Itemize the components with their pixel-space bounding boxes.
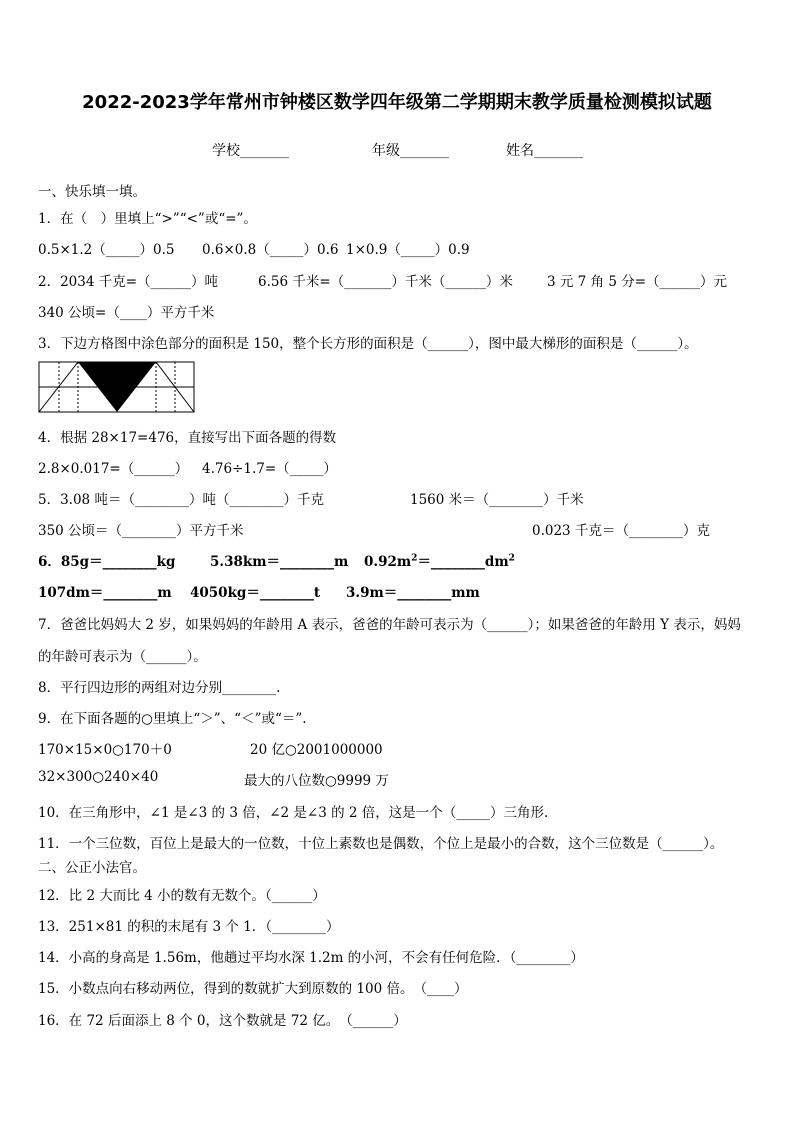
q2-line-2: 340 公顷=（____）平方千米 [38, 305, 215, 321]
question-1: 1．在（ ）里填上“>”“<”或“=”。 [38, 211, 257, 227]
question-3: 3．下边方格图中涂色部分的面积是 150，整个长方形的面积是（______），图中最大梯形的面积是（______）。 [38, 336, 698, 352]
q6-item-3: $0.92m^2=\_\_\_\_\_\_\_\_dm^2$ [364, 553, 515, 570]
q9-item-1: 170×15×0○170＋0 [38, 742, 172, 758]
question-11: 11．一个三位数，百位上是最大的一位数，十位上素数也是偶数，个位上是最小的合数，这个三位数是（______）。 [38, 836, 724, 852]
q6-item-6: 3.9m＝________mm [346, 585, 480, 601]
section-heading-1: 一、快乐填一填。 [38, 184, 146, 200]
q6-item-5: 4050kg＝________t [190, 585, 321, 601]
grid-trapezoid-figure [38, 361, 196, 415]
q2-item-2: 6.56 千米=（_______）千米（______）米 [258, 274, 513, 290]
question-9: 9．在下面各题的○里填上“＞”、“＜”或“＝”. [38, 711, 307, 727]
question-10: 10．在三角形中，∠1 是∠3 的 3 倍，∠2 是∠3 的 2 倍，这是一个（_____）三角形. [38, 805, 549, 821]
q9-item-3: 32×300○240×40 [38, 769, 159, 785]
question-4: 4．根据 28×17=476，直接写出下面各题的得数 [38, 430, 337, 446]
page-title: 2022-2023学年常州市钟楼区数学四年级第二学期期末教学质量检测模拟试题 [82, 92, 712, 113]
q9-item-4: 最大的八位数○9999 万 [244, 773, 389, 789]
question-14: 14．小高的身高是 1.56m，他趟过平均水深 1.2m 的小河，不会有任何危险．（________） [38, 950, 584, 966]
school-field[interactable]: 学校_______ [212, 143, 289, 159]
q6-item-1: 6．85g＝________kg [38, 554, 176, 570]
question-12: 12．比 2 大而比 4 小的数有无数个。（______） [38, 888, 326, 904]
q9-item-2: 20 亿○2001000000 [250, 742, 383, 758]
question-13: 13．251×81 的积的末尾有 3 个 1．（________） [38, 919, 340, 935]
q2-item-1: 2．2034 千克=（______）吨 [38, 274, 219, 290]
q1-item-1: 0.5×1.2（_____）0.5 [38, 242, 175, 258]
grade-field[interactable]: 年级_______ [372, 143, 449, 159]
question-7: 7．爸爸比妈妈大 2 岁，如果妈妈的年龄用 A 表示，爸爸的年龄可表示为（______）；如果爸爸的年龄用 Y 表示，妈妈 [38, 617, 741, 633]
q1-item-2: 0.6×0.8（_____）0.6 [202, 242, 339, 258]
q1-item-3: 1×0.9（_____）0.9 [346, 242, 470, 258]
q6-item-4: 107dm＝________m [38, 585, 172, 601]
q5-item-3: 350 公顷＝（________）平方千米 [38, 523, 244, 539]
q6-item-2: 5.38km＝________m [210, 554, 349, 570]
name-field[interactable]: 姓名_______ [506, 143, 583, 159]
question-7-line-2: 的年龄可表示为（______）。 [38, 649, 207, 665]
q5-item-4: 0.023 千克＝（________）克 [532, 523, 710, 539]
question-16: 16．在 72 后面添上 8 个 0，这个数就是 72 亿。 （______） [38, 1013, 407, 1029]
q4-item-2: 4.76÷1.7=（_____） [202, 461, 337, 477]
q5-item-1: 5．3.08 吨＝（________）吨（________）千克 [38, 492, 324, 508]
question-8: 8．平行四边形的两组对边分别________. [38, 680, 281, 696]
q4-item-1: 2.8×0.017=（______） [38, 461, 189, 477]
q2-item-3: 3 元 7 角 5 分=（______）元 [547, 274, 728, 290]
question-15: 15．小数点向右移动两位，得到的数就扩大到原数的 100 倍。 （____） [38, 981, 468, 997]
section-heading-2: 二、公正小法官。 [38, 860, 146, 876]
q5-item-2: 1560 米＝（________）千米 [410, 492, 584, 508]
